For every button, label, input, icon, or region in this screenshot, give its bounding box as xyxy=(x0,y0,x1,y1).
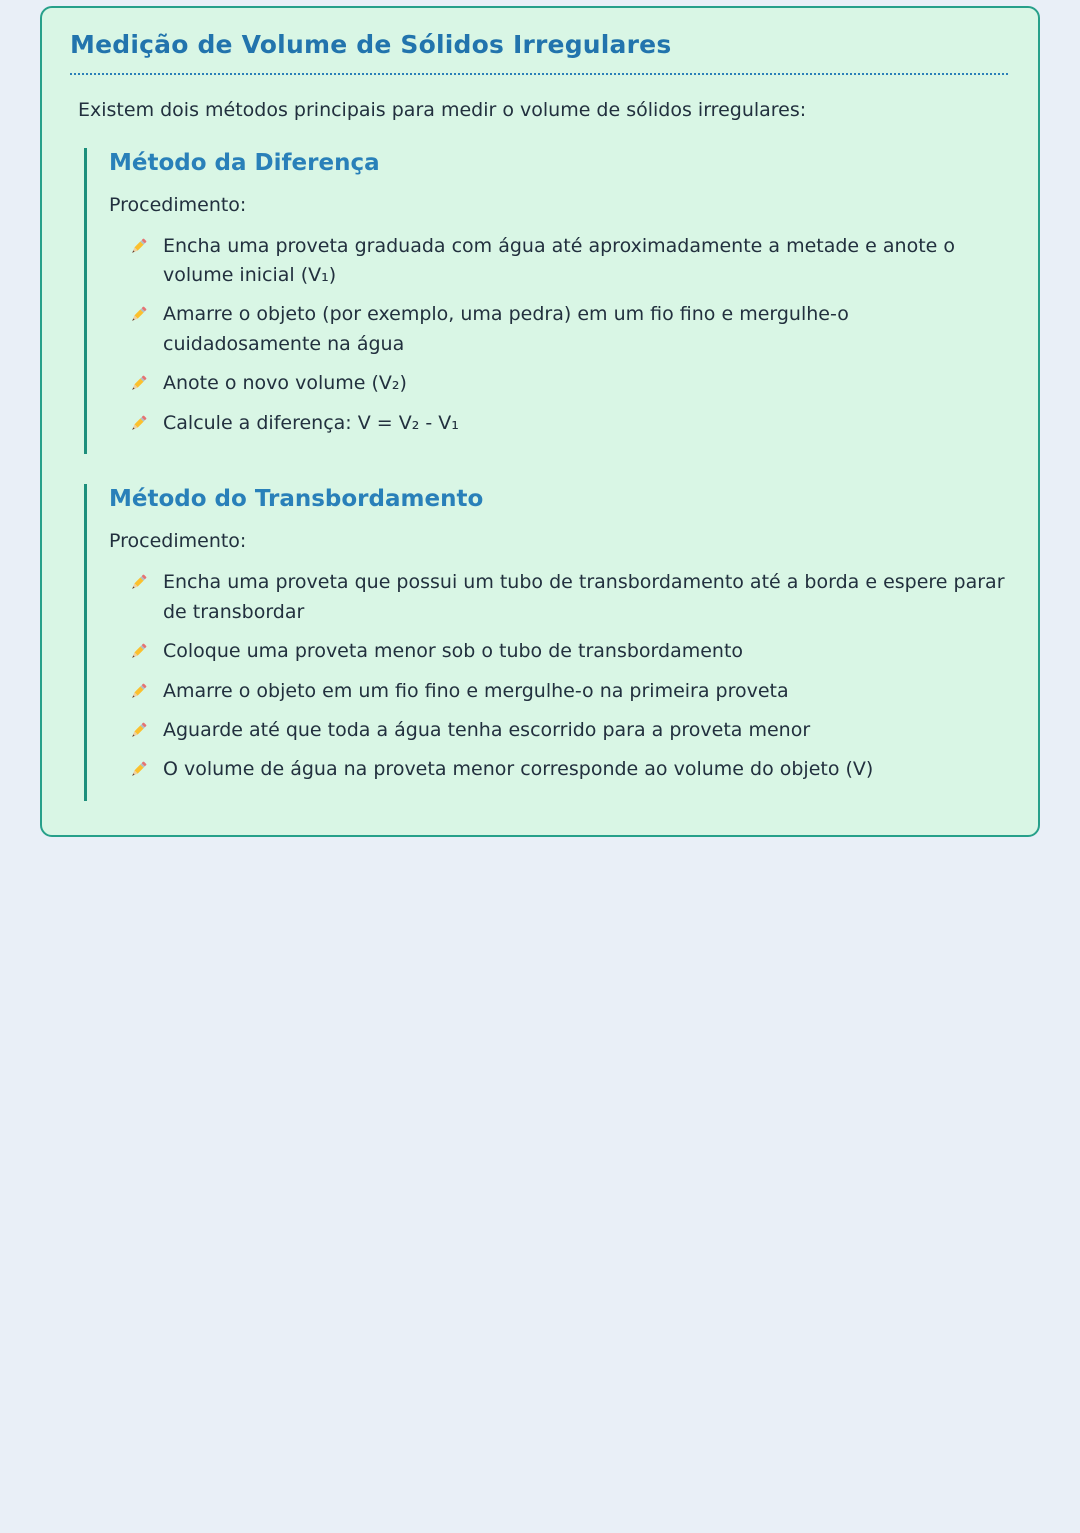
step-text: O volume de água na proveta menor corresponde ao volume do objeto (V) xyxy=(163,758,874,781)
pencil-icon xyxy=(127,413,149,435)
step-text: Encha uma proveta que possui um tubo de transbordamento até a borda e espere parar de transbordar xyxy=(163,571,1005,623)
step-text: Amarre o objeto (por exemplo, uma pedra) em um fio fino e mergulhe-o cuidadosamente na água xyxy=(163,303,849,355)
step-text: Anote o novo volume (V₂) xyxy=(163,372,407,395)
list-item xyxy=(127,568,1008,627)
pencil-icon xyxy=(127,373,149,395)
list-item xyxy=(127,677,1008,706)
pencil-icon xyxy=(127,304,149,326)
list-item xyxy=(127,409,1008,438)
step-text: Coloque uma proveta menor sob o tubo de transbordamento xyxy=(163,640,744,663)
list-item xyxy=(127,716,1008,745)
procedure-label: Procedimento: xyxy=(109,193,247,216)
list-item xyxy=(127,369,1008,398)
list-item xyxy=(127,755,1008,784)
page-title: Medição de Volume de Sólidos Irregulares xyxy=(70,30,1008,75)
pencil-icon xyxy=(127,720,149,742)
procedure-label: Procedimento: xyxy=(109,530,247,553)
step-text: Amarre o objeto em um fio fino e mergulhe-o na primeira proveta xyxy=(163,679,789,702)
steps-list xyxy=(109,568,1008,785)
pencil-icon xyxy=(127,572,149,594)
method-heading: Método da Diferença xyxy=(109,149,380,176)
list-item xyxy=(127,232,1008,291)
list-item xyxy=(127,637,1008,666)
step-text: Encha uma proveta graduada com água até aproximadamente a metade e anote o volume inicial (V₁) xyxy=(163,234,956,287)
step-text: Aguarde até que toda a água tenha escorrido para a proveta menor xyxy=(163,718,811,741)
pencil-icon xyxy=(127,236,149,258)
pencil-icon xyxy=(127,641,149,663)
pencil-icon xyxy=(127,681,149,703)
steps-list xyxy=(109,232,1008,439)
content-card xyxy=(40,6,1040,837)
method-heading: Método do Transbordamento xyxy=(109,486,484,513)
step-text: Calcule a diferença: V = V₂ - V₁ xyxy=(163,411,459,434)
method-section-transbordamento xyxy=(84,484,1008,801)
method-section-diferenca xyxy=(84,148,1008,455)
intro-text: Existem dois métodos principais para medir o volume de sólidos irregulares: xyxy=(78,99,807,121)
list-item xyxy=(127,300,1008,359)
pencil-icon xyxy=(127,759,149,781)
